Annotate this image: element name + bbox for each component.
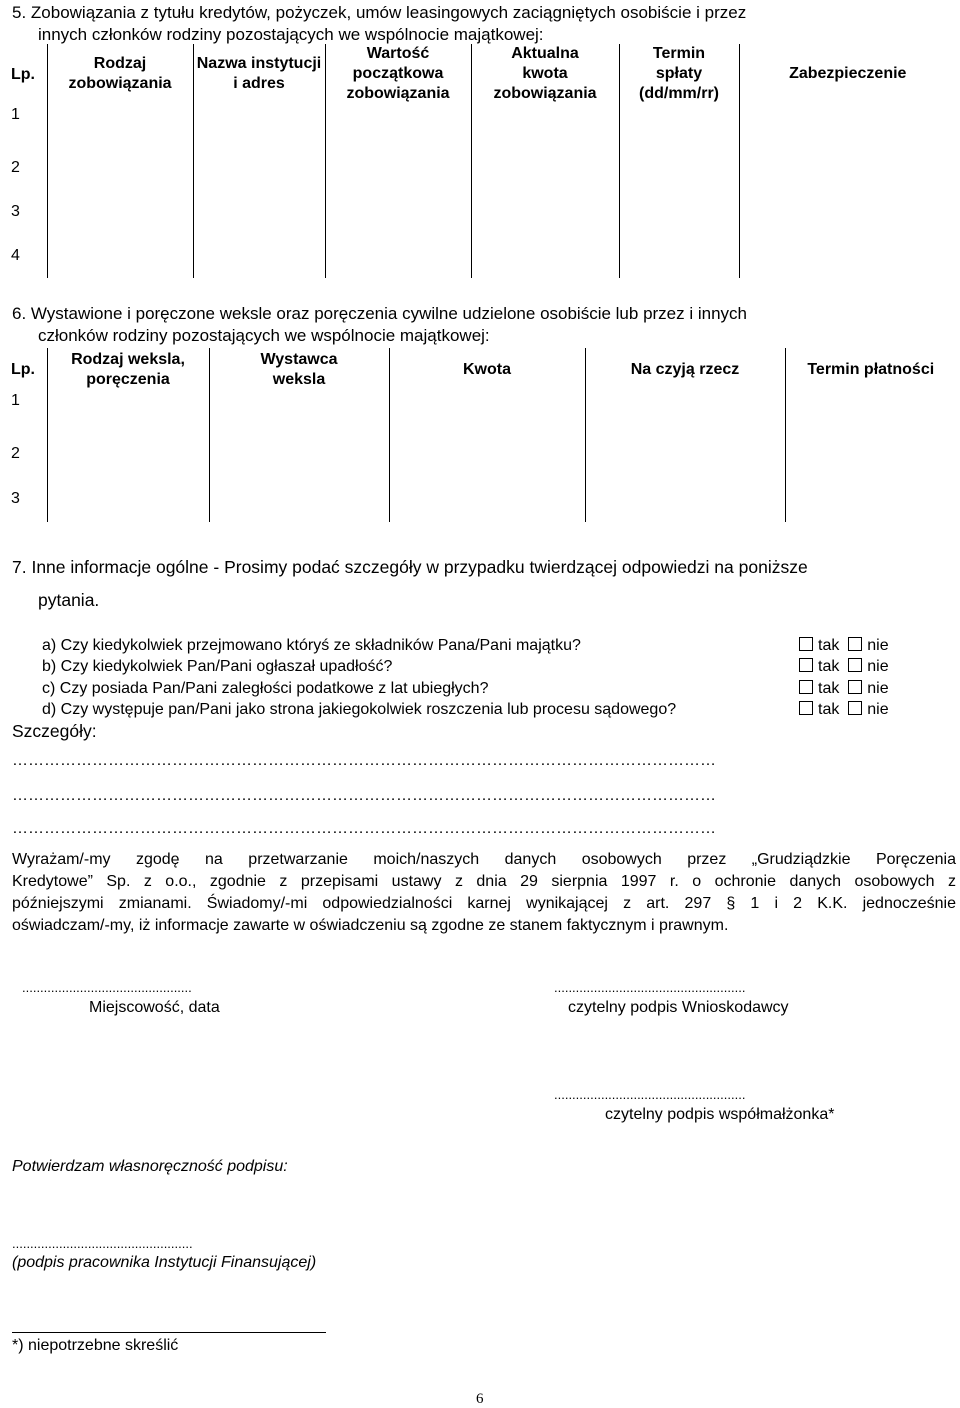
zabezpieczenie-cell[interactable] bbox=[739, 106, 956, 146]
table-row bbox=[9, 146, 956, 190]
zabezpieczenie-cell[interactable] bbox=[739, 146, 956, 190]
question-text: a) Czy kiedykolwiek przejmowano któryś ze składników Pana/Pani majątku? bbox=[42, 637, 581, 654]
checkbox-tak[interactable] bbox=[799, 658, 813, 672]
termin-cell[interactable] bbox=[619, 190, 739, 234]
termin-cell[interactable] bbox=[785, 476, 956, 522]
section6-table bbox=[9, 348, 956, 522]
spouse-signature-dots[interactable]: ..................................................... bbox=[554, 1087, 746, 1102]
wystawca-cell[interactable] bbox=[209, 476, 389, 522]
confirm-signature-label: Potwierdzam własnoręczność podpisu: bbox=[12, 1158, 288, 1175]
kwota-cell[interactable] bbox=[389, 392, 585, 432]
rodzaj-cell[interactable] bbox=[47, 432, 209, 476]
zabezpieczenie-cell[interactable] bbox=[739, 190, 956, 234]
question-text: d) Czy występuje pan/Pani jako strona jakiegokolwiek roszczenia lub procesu sądowego? bbox=[42, 701, 677, 718]
rodzaj-cell[interactable] bbox=[47, 392, 209, 432]
wystawca-cell[interactable] bbox=[209, 392, 389, 432]
rodzaj-cell[interactable] bbox=[47, 146, 193, 190]
header-nazwa-instytucji: Nazwa instytucji i adres bbox=[193, 44, 325, 106]
na-czyja-cell[interactable] bbox=[585, 432, 785, 476]
wartosc-cell[interactable] bbox=[325, 234, 471, 278]
header-termin-splaty: Termin spłaty (dd/mm/rr) bbox=[619, 44, 739, 106]
header-rodzaj-weksla: Rodzaj weksla, poręczenia bbox=[47, 348, 209, 392]
nazwa-cell[interactable] bbox=[193, 106, 325, 146]
zabezpieczenie-cell[interactable] bbox=[739, 234, 956, 278]
nazwa-cell[interactable] bbox=[193, 234, 325, 278]
aktualna-cell[interactable] bbox=[471, 190, 619, 234]
place-date-dots[interactable]: ............................................... bbox=[22, 980, 192, 995]
table-row bbox=[9, 476, 956, 522]
row-number: 1 bbox=[11, 392, 20, 409]
checkbox-nie[interactable] bbox=[848, 701, 862, 715]
kwota-cell[interactable] bbox=[389, 476, 585, 522]
consent-line-4: oświadczam/-my, iż informacje zawarte w oświadczeniu są zgodne ze stanem faktycznym i prawnym. bbox=[12, 917, 729, 934]
section5-header-row bbox=[9, 44, 956, 106]
consent-statement bbox=[12, 849, 956, 937]
checkbox-nie[interactable] bbox=[848, 637, 862, 651]
details-line-1[interactable]: …………………………………………………………………………………………………………………… bbox=[12, 752, 716, 769]
details-line-2[interactable]: …………………………………………………………………………………………………………………… bbox=[12, 787, 716, 804]
row-number: 2 bbox=[11, 159, 20, 176]
header-lp: Lp. bbox=[11, 66, 35, 83]
row-number: 4 bbox=[11, 247, 20, 264]
termin-cell[interactable] bbox=[619, 106, 739, 146]
answer-options bbox=[799, 679, 889, 699]
aktualna-cell[interactable] bbox=[471, 146, 619, 190]
rodzaj-cell[interactable] bbox=[47, 190, 193, 234]
question-text: b) Czy kiedykolwiek Pan/Pani ogłaszał upadłość? bbox=[42, 658, 393, 675]
details-label: Szczegóły: bbox=[12, 721, 97, 741]
table-row bbox=[9, 234, 956, 278]
checkbox-nie[interactable] bbox=[848, 658, 862, 672]
spouse-signature-label: czytelny podpis współmałżonka* bbox=[605, 1106, 835, 1123]
row-number: 1 bbox=[11, 106, 20, 123]
section5-title-line1: 5. Zobowiązania z tytułu kredytów, pożyczek, umów leasingowych zaciągniętych osobiście i przez bbox=[12, 3, 747, 22]
footnote-divider bbox=[12, 1332, 326, 1333]
nie-label: nie bbox=[867, 658, 889, 675]
termin-cell[interactable] bbox=[619, 234, 739, 278]
header-zabezpieczenie: Zabezpieczenie bbox=[739, 44, 956, 106]
wartosc-cell[interactable] bbox=[325, 190, 471, 234]
aktualna-cell[interactable] bbox=[471, 106, 619, 146]
checkbox-tak[interactable] bbox=[799, 637, 813, 651]
consent-line-1: Wyrażam/-my zgodę na przetwarzanie moich/naszych danych osobowych przez „Grudziądzkie Poręczenia bbox=[12, 851, 956, 868]
na-czyja-cell[interactable] bbox=[585, 476, 785, 522]
consent-line-2: Kredytowe” Sp. z o.o., zgodnie z przepisami ustawy z dnia 29 sierpnia 1997 r. o ochronie danych osobowych z bbox=[12, 873, 956, 890]
consent-line-3: późniejszymi zmianami. Świadomy/-mi odpowiedzialności karnej wynikającej z art. 297 § 1 i 2 K.K. jednocześnie bbox=[12, 895, 956, 912]
section6-title-line2: członków rodziny pozostających we wspólnocie majątkowej: bbox=[38, 326, 490, 345]
header-rodzaj-zobowiazania: Rodzaj zobowiązania bbox=[47, 44, 193, 106]
header-wartosc-poczatkowa: Wartość początkowa zobowiązania bbox=[325, 44, 471, 106]
checkbox-tak[interactable] bbox=[799, 680, 813, 694]
section7-title-line2: pytania. bbox=[38, 590, 100, 610]
page-number: 6 bbox=[476, 1391, 484, 1407]
table-row bbox=[9, 190, 956, 234]
table-row bbox=[9, 432, 956, 476]
row-number: 2 bbox=[11, 445, 20, 462]
applicant-signature-label: czytelny podpis Wnioskodawcy bbox=[568, 999, 789, 1016]
wartosc-cell[interactable] bbox=[325, 146, 471, 190]
nie-label: nie bbox=[867, 637, 889, 654]
row-number: 3 bbox=[11, 490, 20, 507]
wartosc-cell[interactable] bbox=[325, 106, 471, 146]
details-line-3[interactable]: …………………………………………………………………………………………………………………… bbox=[12, 820, 716, 837]
na-czyja-cell[interactable] bbox=[585, 392, 785, 432]
header-lp: Lp. bbox=[11, 361, 35, 378]
answer-options bbox=[799, 700, 889, 720]
section6-header-row bbox=[9, 348, 956, 392]
question-text: c) Czy posiada Pan/Pani zaległości podatkowe z lat ubiegłych? bbox=[42, 680, 489, 697]
rodzaj-cell[interactable] bbox=[47, 106, 193, 146]
header-wystawca-weksla: Wystawca weksla bbox=[209, 348, 389, 392]
termin-cell[interactable] bbox=[785, 432, 956, 476]
aktualna-cell[interactable] bbox=[471, 234, 619, 278]
answer-options bbox=[799, 657, 889, 677]
nie-label: nie bbox=[867, 701, 889, 718]
kwota-cell[interactable] bbox=[389, 432, 585, 476]
tak-label: tak bbox=[818, 637, 840, 654]
rodzaj-cell[interactable] bbox=[47, 234, 193, 278]
tak-label: tak bbox=[818, 658, 840, 675]
section7-title-line1: 7. Inne informacje ogólne - Prosimy podać szczegóły w przypadku twierdzącej odpowiedzi na poniższe bbox=[12, 557, 808, 577]
checkbox-nie[interactable] bbox=[848, 680, 862, 694]
termin-cell[interactable] bbox=[785, 392, 956, 432]
termin-cell[interactable] bbox=[619, 146, 739, 190]
section5-title-line2: innych członków rodziny pozostających we wspólnocie majątkowej: bbox=[38, 25, 544, 44]
tak-label: tak bbox=[818, 701, 840, 718]
row-number: 3 bbox=[11, 203, 20, 220]
tak-label: tak bbox=[818, 680, 840, 697]
header-na-czyja-rzecz: Na czyją rzecz bbox=[585, 348, 785, 392]
header-kwota: Kwota bbox=[389, 348, 585, 392]
table-row bbox=[9, 106, 956, 146]
place-date-label: Miejscowość, data bbox=[89, 999, 220, 1016]
section5-table bbox=[9, 44, 956, 278]
rodzaj-cell[interactable] bbox=[47, 476, 209, 522]
officer-signature-label: (podpis pracownika Instytucji Finansującej) bbox=[12, 1254, 317, 1271]
answer-options bbox=[799, 636, 889, 656]
nie-label: nie bbox=[867, 680, 889, 697]
applicant-signature-dots[interactable]: ..................................................... bbox=[554, 980, 746, 995]
header-aktualna-kwota: Aktualna kwota zobowiązania bbox=[471, 44, 619, 106]
nazwa-cell[interactable] bbox=[193, 190, 325, 234]
nazwa-cell[interactable] bbox=[193, 146, 325, 190]
officer-signature-dots[interactable]: .................................................. bbox=[12, 1236, 193, 1251]
checkbox-tak[interactable] bbox=[799, 701, 813, 715]
section6-title-line1: 6. Wystawione i poręczone weksle oraz poręczenia cywilne udzielone osobiście lub przez i innych bbox=[12, 304, 748, 323]
wystawca-cell[interactable] bbox=[209, 432, 389, 476]
footnote: *) niepotrzebne skreślić bbox=[12, 1337, 179, 1354]
table-row bbox=[9, 392, 956, 432]
header-termin-platnosci: Termin płatności bbox=[785, 348, 956, 392]
